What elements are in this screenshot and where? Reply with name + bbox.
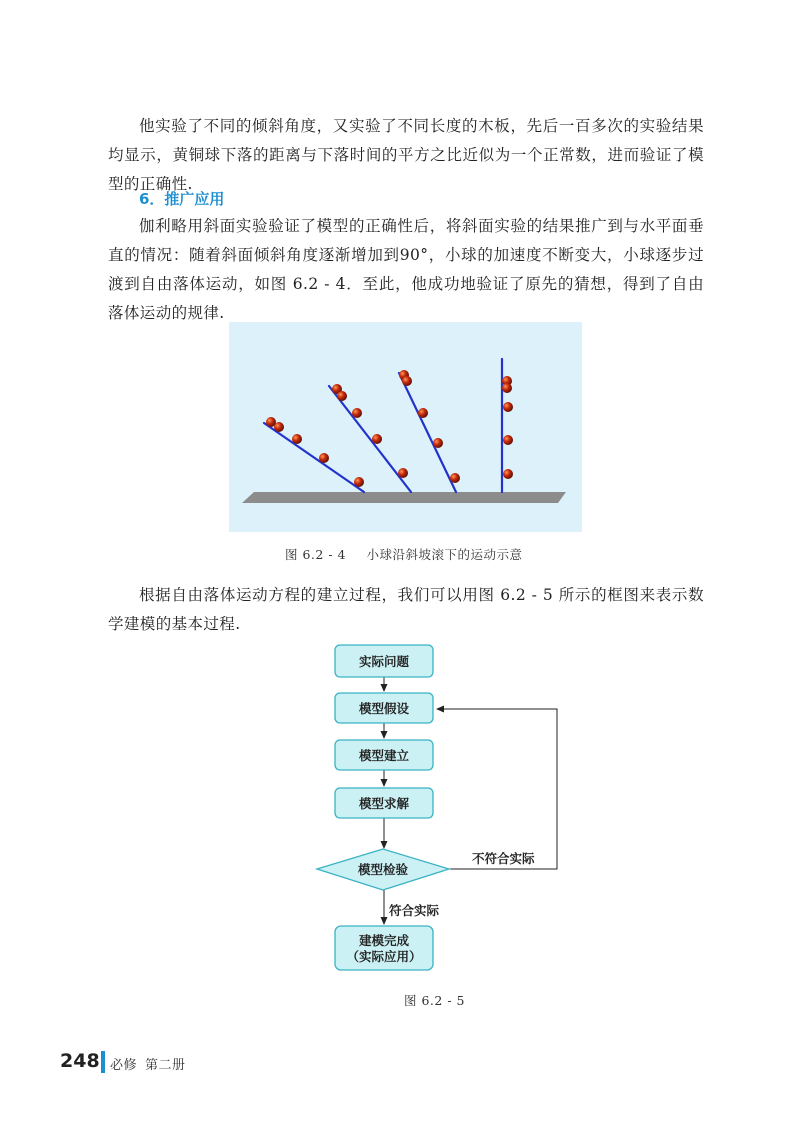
section-heading: 6．推广应用 xyxy=(139,190,225,208)
ball xyxy=(352,408,362,418)
node-model-done-line1: 建模完成 xyxy=(358,933,410,948)
book-volume: 第二册 xyxy=(145,1058,186,1073)
node-model-assumption: 模型假设 xyxy=(358,701,410,716)
ball xyxy=(354,477,364,487)
node-model-build: 模型建立 xyxy=(358,748,410,763)
ball xyxy=(337,391,347,401)
caption-text: 小球沿斜坡滚下的运动示意 xyxy=(366,547,523,562)
node-model-done-line2: （实际应用） xyxy=(346,949,422,964)
footer-accent-bar xyxy=(101,1051,105,1073)
ball xyxy=(503,469,513,479)
ball xyxy=(418,408,428,418)
ball xyxy=(398,468,408,478)
node-actual-problem: 实际问题 xyxy=(358,654,410,669)
paragraph-flowchart-intro: 根据自由落体运动方程的建立过程，我们可以用图 6.2 - 5 所示的框图来表示数学建模的基本过程. xyxy=(108,586,704,633)
ball xyxy=(274,422,284,432)
flowchart xyxy=(300,637,580,982)
figure-6-2-5-caption: 图 6.2 - 5 xyxy=(404,993,465,1008)
ball xyxy=(502,383,512,393)
ball xyxy=(450,473,460,483)
paragraph-experiment-results: 他实验了不同的倾斜角度，又实验了不同长度的木板，先后一百多次的实验结果均显示，黄铜球下落的距离与下落时间的平方之比近似为一个正常数，进而验证了模型的正确性. xyxy=(108,117,704,193)
feedback-arrow xyxy=(437,709,557,869)
edge-label-fail: 不符合实际 xyxy=(472,851,535,866)
ball xyxy=(372,434,382,444)
paragraph-generalization: 伽利略用斜面实验验证了模型的正确性后，将斜面实验的结果推广到与水平面垂直的情况：随着斜面倾斜角度逐渐增加到90°，小球的加速度不断变大，小球逐步过渡到自由落体运动，如图 6.2 - 4．至此，他成功地验证了原先的猜想，得到了自由落体运动的规律. xyxy=(108,217,704,322)
node-model-check: 模型检验 xyxy=(357,862,409,877)
edge-label-pass: 符合实际 xyxy=(389,903,440,918)
page-number: 248 xyxy=(60,1050,100,1072)
figure-6-2-4-caption xyxy=(285,545,522,563)
ball xyxy=(319,453,329,463)
ball xyxy=(292,434,302,444)
caption-number: 图 6.2 - 4 xyxy=(285,547,346,562)
figure-incline-balls xyxy=(229,322,582,532)
ball xyxy=(503,402,513,412)
ball xyxy=(402,376,412,386)
footer-book-label xyxy=(110,1054,186,1073)
ground-plank xyxy=(242,492,566,503)
ball xyxy=(433,438,443,448)
book-name: 必修 xyxy=(110,1058,138,1073)
node-model-solve: 模型求解 xyxy=(358,796,410,811)
ball xyxy=(503,435,513,445)
